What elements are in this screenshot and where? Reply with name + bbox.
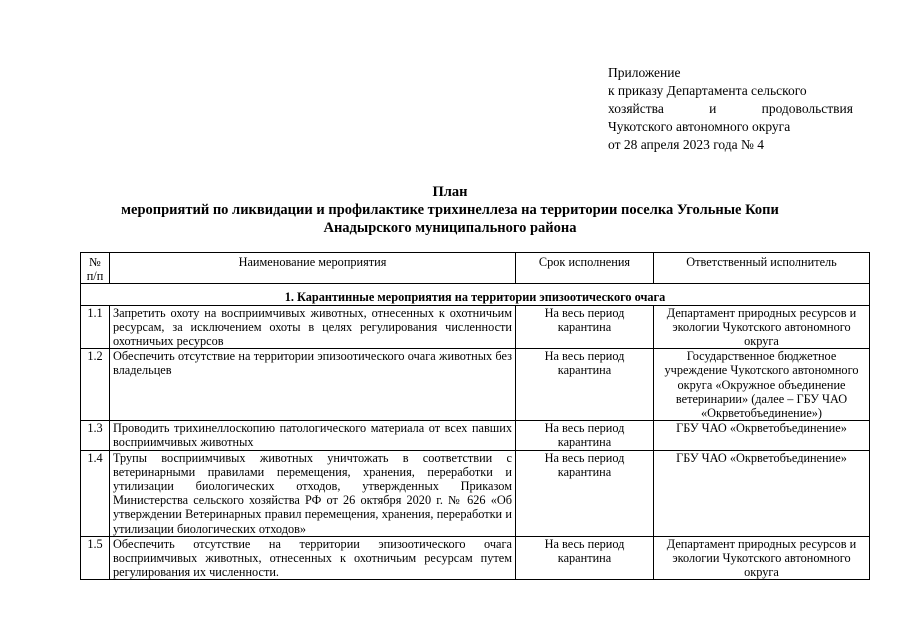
row-measure: Проводить трихинеллоскопию патологического материала от всех павших восприимчивых животных <box>110 421 516 450</box>
table-row <box>81 450 870 536</box>
title-subtitle: мероприятий по ликвидации и профилактике трихинеллеза на территории поселка Угольные Копи <box>121 202 779 218</box>
row-measure: Обеспечить отсутствие на территории эпизоотического очага животных без владельцев <box>110 349 516 421</box>
appendix-line: хозяйства и продовольствия <box>608 101 853 116</box>
header-executor: Ответственный исполнитель <box>654 253 870 284</box>
row-measure: Обеспечить отсутствие на территории эпизоотического очага восприимчивых животных, отнесенных к охотничьим ресурсам путем регулирования их численности. <box>110 536 516 580</box>
header-term: Срок исполнения <box>516 253 654 284</box>
row-num: 1.1 <box>81 305 110 349</box>
row-num: 1.5 <box>81 536 110 580</box>
title-subtitle: Анадырского муниципального района <box>323 220 577 236</box>
row-executor: Департамент природных ресурсов и экологии Чукотского автономного округа <box>654 305 870 349</box>
appendix-line: Приложение <box>608 65 681 80</box>
row-term: На весь период карантина <box>516 421 654 450</box>
row-num: 1.4 <box>81 450 110 536</box>
row-measure: Запретить охоту на восприимчивых животных, отнесенных к охотничьим ресурсам, за исключением охоты в целях регулирования численности охотничьих ресурсов <box>110 305 516 349</box>
row-executor: Государственное бюджетное учреждение Чукотского автономного округа «Окружное объединение ветеринарии» (далее – ГБУ ЧАО «Окрветобъединение») <box>654 349 870 421</box>
row-measure: Трупы восприимчивых животных уничтожать в соответствии с ветеринарными правилами перемещения, хранения, переработки и утилизации биологических отходов, утвержденных Приказом Министерства сельского хозяйства РФ от 26 октября 2020 г. № 626 «Об утверждении Ветеринарных правил перемещения, хранения, переработки и утилизации биологических отходов» <box>110 450 516 536</box>
row-term: На весь период карантина <box>516 536 654 580</box>
row-term: На весь период карантина <box>516 450 654 536</box>
row-executor: ГБУ ЧАО «Окрветобъединение» <box>654 450 870 536</box>
document-title <box>80 183 820 237</box>
measures-table <box>80 252 870 580</box>
row-term: На весь период карантина <box>516 305 654 349</box>
section-row <box>81 284 870 305</box>
row-num: 1.2 <box>81 349 110 421</box>
row-executor: Департамент природных ресурсов и экологии Чукотского автономного округа <box>654 536 870 580</box>
appendix-line: от 28 апреля 2023 года № 4 <box>608 137 765 152</box>
header-name: Наименование мероприятия <box>110 253 516 284</box>
table-row <box>81 421 870 450</box>
table-row <box>81 305 870 349</box>
section-title: 1. Карантинные мероприятия на территории эпизоотического очага <box>81 284 870 305</box>
row-num: 1.3 <box>81 421 110 450</box>
table-header-row <box>81 253 870 284</box>
appendix-block <box>608 64 853 154</box>
table-row <box>81 536 870 580</box>
appendix-line: Чукотского автономного округа <box>608 119 791 134</box>
table-row <box>81 349 870 421</box>
header-num: № п/п <box>81 253 110 284</box>
row-term: На весь период карантина <box>516 349 654 421</box>
appendix-line: к приказу Департамента сельского <box>608 83 807 98</box>
row-executor: ГБУ ЧАО «Окрветобъединение» <box>654 421 870 450</box>
title-main: План <box>432 184 468 200</box>
